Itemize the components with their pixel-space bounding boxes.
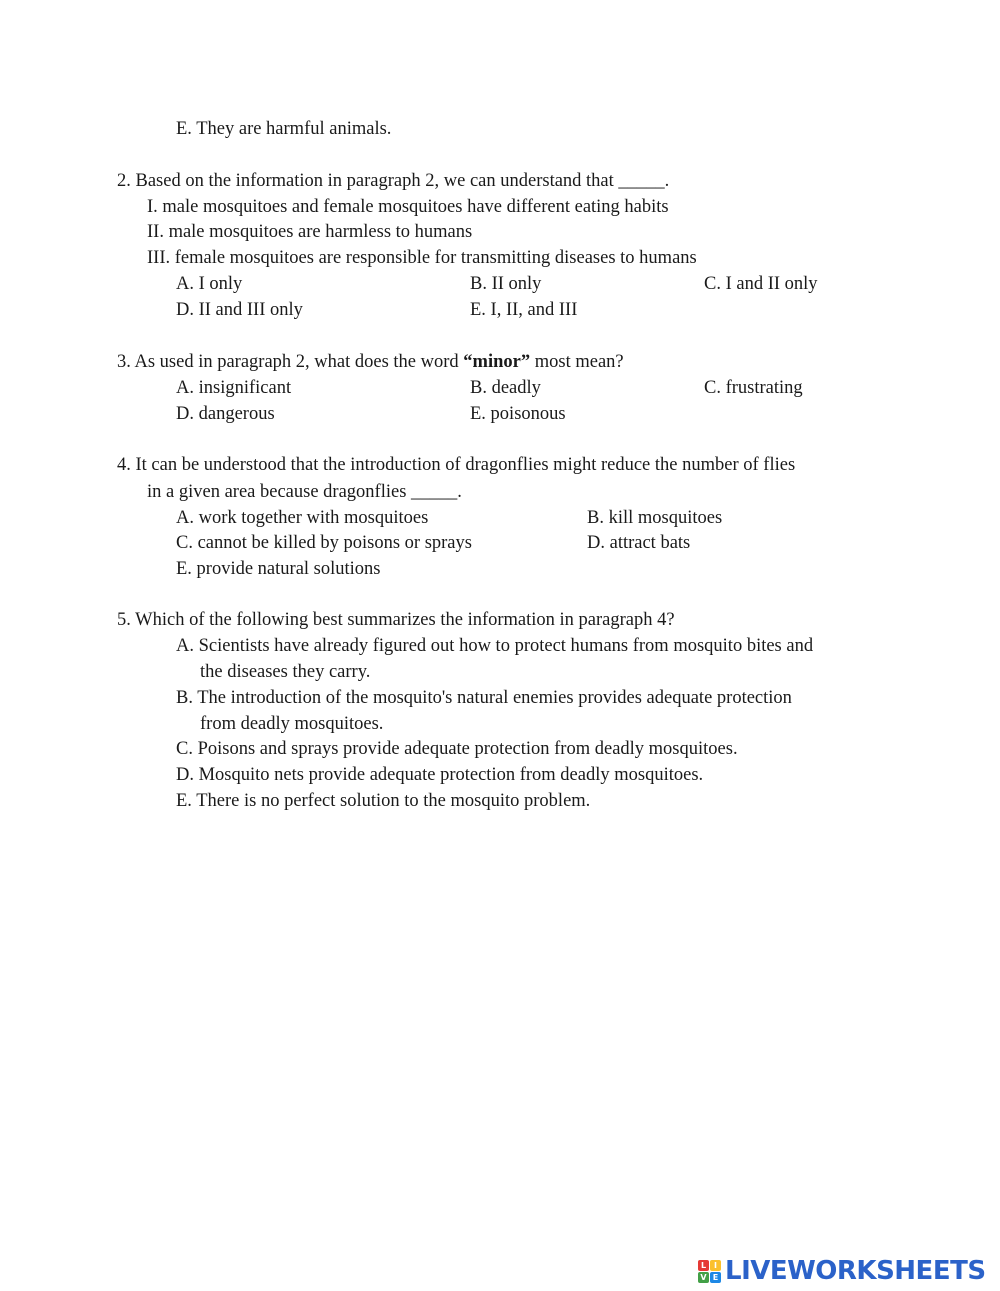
q2-stem: 2. Based on the information in paragraph 2, we can understand that _____. bbox=[117, 171, 670, 191]
q5-option-b-line1: B. The introduction of the mosquito's natural enemies provides adequate protection bbox=[176, 688, 792, 708]
logo-square-2: I bbox=[710, 1260, 721, 1271]
q2-option-d: D. II and III only bbox=[176, 300, 303, 320]
logo-square-4: E bbox=[710, 1272, 721, 1283]
q4-option-b: B. kill mosquitoes bbox=[587, 508, 723, 528]
q2-option-b: B. II only bbox=[470, 274, 542, 294]
q5-option-a-line1: A. Scientists have already figured out how to protect humans from mosquito bites and bbox=[176, 636, 814, 656]
q5-stem: 5. Which of the following best summarizes the information in paragraph 4? bbox=[117, 610, 675, 630]
q4-option-a: A. work together with mosquitoes bbox=[176, 508, 429, 528]
q3-stem bbox=[117, 351, 624, 373]
q5-option-a-line2: the diseases they carry. bbox=[200, 662, 371, 682]
q5-option-b-line2: from deadly mosquitoes. bbox=[200, 714, 384, 734]
q2-option-e: E. I, II, and III bbox=[470, 300, 578, 320]
q2-option-a: A. I only bbox=[176, 274, 243, 294]
q4-option-e: E. provide natural solutions bbox=[176, 559, 381, 579]
q4-stem-line2: in a given area because dragonflies _____. bbox=[147, 482, 462, 502]
q2-statement-3: III. female mosquitoes are responsible for transmitting diseases to humans bbox=[147, 248, 697, 268]
q3-option-a: A. insignificant bbox=[176, 378, 292, 398]
q3-option-b: B. deadly bbox=[470, 378, 541, 398]
q3-option-c: C. frustrating bbox=[704, 378, 803, 398]
q2-statement-1: I. male mosquitoes and female mosquitoes have different eating habits bbox=[147, 197, 669, 217]
q1-option-e: E. They are harmful animals. bbox=[176, 119, 392, 139]
q3-stem-before: 3. As used in paragraph 2, what does the word bbox=[117, 352, 464, 372]
liveworksheets-logo[interactable] bbox=[698, 1256, 986, 1286]
logo-square-1: L bbox=[698, 1260, 709, 1271]
q3-stem-after: most mean? bbox=[530, 352, 624, 372]
q5-option-d: D. Mosquito nets provide adequate protection from deadly mosquitoes. bbox=[176, 765, 704, 785]
q3-option-d: D. dangerous bbox=[176, 404, 275, 424]
q5-option-e: E. There is no perfect solution to the mosquito problem. bbox=[176, 791, 591, 811]
q4-option-c: C. cannot be killed by poisons or sprays bbox=[176, 533, 472, 553]
q4-option-d: D. attract bats bbox=[587, 533, 691, 553]
logo-squares-icon bbox=[698, 1260, 721, 1283]
logo-square-3: V bbox=[698, 1272, 709, 1283]
logo-text: LIVEWORKSHEETS bbox=[725, 1256, 986, 1286]
q4-stem-line1: 4. It can be understood that the introduction of dragonflies might reduce the number of flies bbox=[117, 455, 796, 475]
q2-statement-2: II. male mosquitoes are harmless to humans bbox=[147, 222, 473, 242]
q2-option-c: C. I and II only bbox=[704, 274, 818, 294]
q3-stem-word: “minor” bbox=[463, 352, 531, 372]
q3-option-e: E. poisonous bbox=[470, 404, 566, 424]
q5-option-c: C. Poisons and sprays provide adequate protection from deadly mosquitoes. bbox=[176, 739, 738, 759]
